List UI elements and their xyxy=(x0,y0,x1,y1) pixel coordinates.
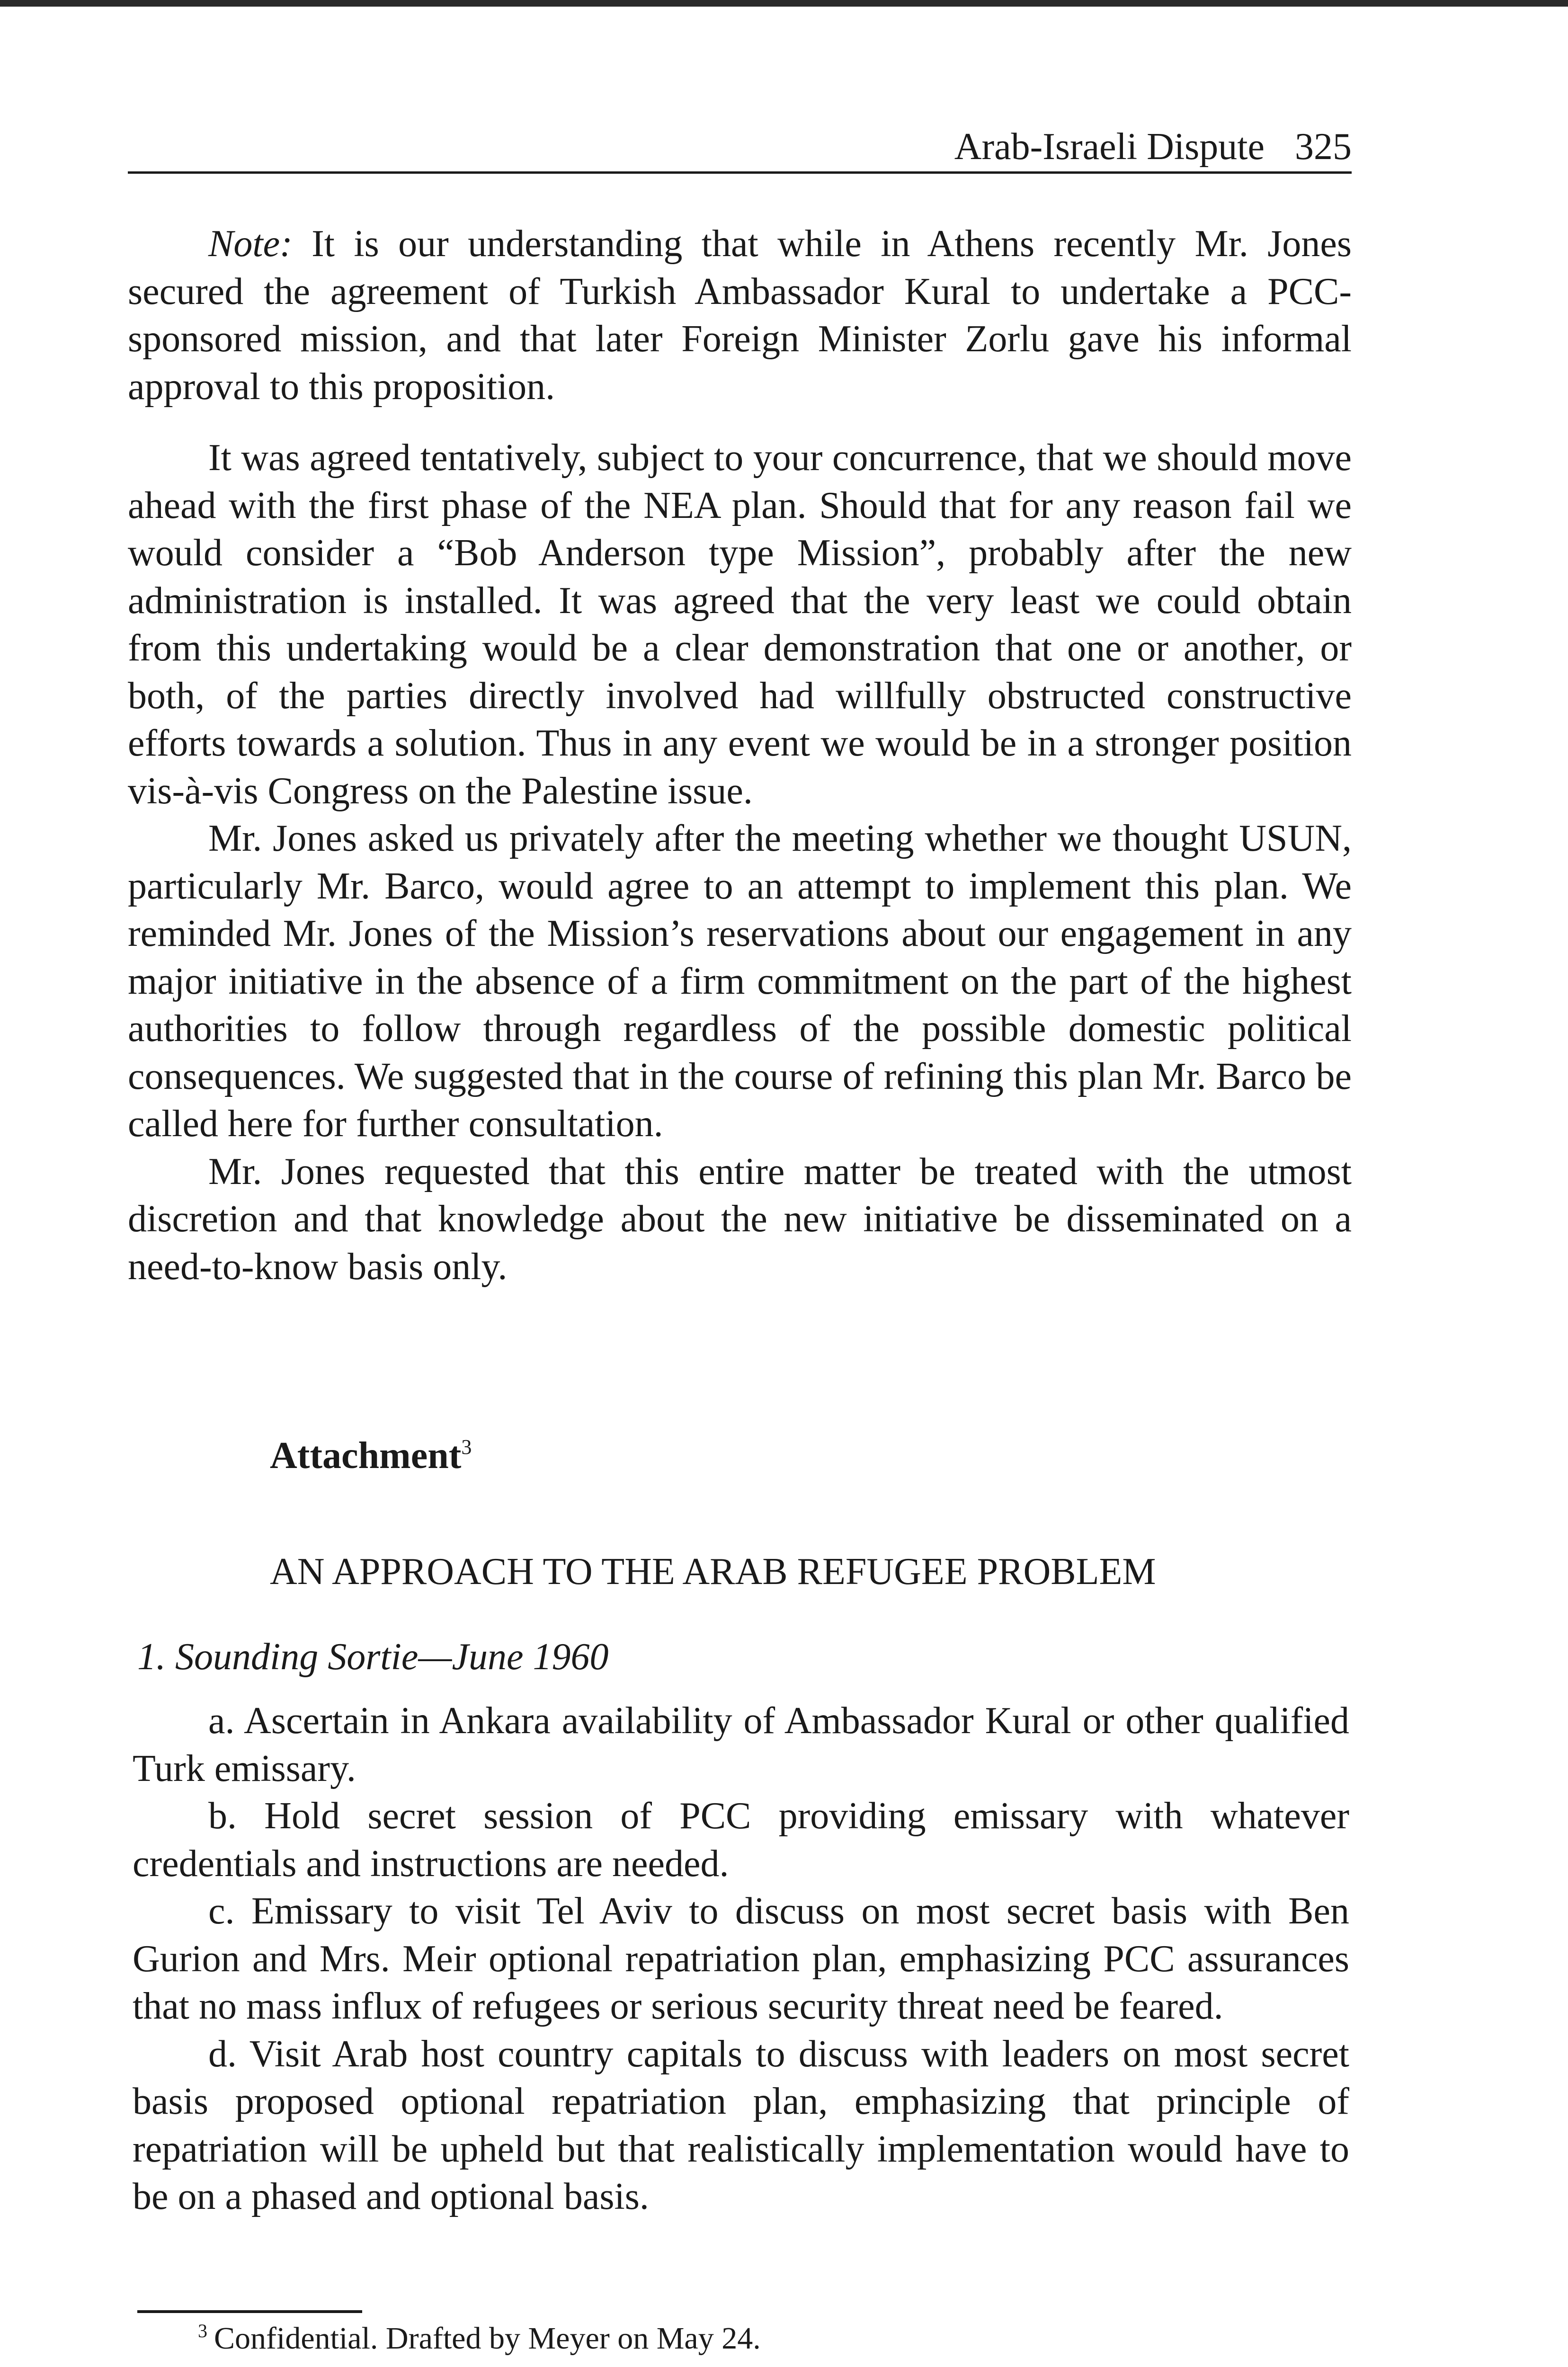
step-item: b. Hold secret session of PCC providing emissary with whatever credentials and instructions are needed. xyxy=(133,1795,1349,1885)
footnote-marker: 3 xyxy=(198,2320,207,2341)
note-lead: Note: xyxy=(208,223,293,265)
memo-body xyxy=(128,220,1352,1290)
header-rule xyxy=(128,171,1352,174)
note-text: It is our understanding that while in Athens recently Mr. Jones secured the agreement of Turkish Ambassador Kural to undertake a PCC-sponsored mission, and that later Foreign Minister Zorlu gave his informal approval to this proposition. xyxy=(128,223,1352,408)
footnote-text: Confidential. Drafted by Meyer on May 24. xyxy=(214,2321,761,2356)
sortie-steps xyxy=(133,1697,1349,2221)
attachment-title: AN APPROACH TO THE ARAB REFUGEE PROBLEM xyxy=(270,1551,1156,1593)
running-header xyxy=(128,121,1352,178)
attachment-footnote-ref: 3 xyxy=(461,1435,472,1459)
paragraph-usun: Mr. Jones asked us privately after the meeting whether we thought USUN, particularly Mr. Barco, would agree to an attempt to implement this plan. We reminded Mr. Jones of the Mission’s reservations about our engagement in any major initiative in the absence of a firm commitment on the part of the highest authorities to follow through regardless of the possible domestic political consequences. We suggested that in the course of refining this plan Mr. Barco be called here for further consultation. xyxy=(128,818,1352,1145)
attachment-heading xyxy=(270,1430,472,1482)
running-title: Arab-Israeli Dispute xyxy=(954,126,1265,168)
attachment-heading-text: Attachment xyxy=(270,1435,462,1477)
footnote-rule xyxy=(137,2310,362,2313)
paragraph-agreement: It was agreed tentatively, subject to your concurrence, that we should move ahead with the first phase of the NEA plan. Should that for any reason fail we would consider a “Bob Anderson type Mission”, probably after the new administration is installed. It was agreed that the very least we could obtain from this undertaking would be a clear demonstration that one or another, or both, of the parties directly involved had willfully obstructed constructive efforts towards a solution. Thus in any event we would be in a stronger position vis-à-vis Congress on the Palestine issue. xyxy=(128,437,1352,812)
step-item: a. Ascertain in Ankara availability of Ambassador Kural or other qualified Turk emissary. xyxy=(133,1700,1349,1789)
paragraph-discretion: Mr. Jones requested that this entire matter be treated with the utmost discretion and that knowledge about the new initiative be disseminated on a need-to-know basis only. xyxy=(128,1150,1352,1288)
section-heading: 1. Sounding Sortie—June 1960 xyxy=(137,1636,609,1678)
header-text xyxy=(954,121,1352,173)
note-paragraph xyxy=(128,220,1352,410)
step-item: c. Emissary to visit Tel Aviv to discuss on most secret basis with Ben Gurion and Mrs. Meir optional repatriation plan, emphasizing PCC assurances that no mass influx of refugees or serious security threat need be feared. xyxy=(133,1890,1349,2027)
step-item: d. Visit Arab host country capitals to discuss with leaders on most secret basis proposed optional repatriation plan, emphasizing that principle of repatriation will be upheld but that realistically implementation would have to be on a phased and optional basis. xyxy=(133,2033,1349,2217)
footnote xyxy=(198,2317,761,2360)
page-number: 325 xyxy=(1295,126,1352,168)
scan-edge xyxy=(0,0,1568,7)
